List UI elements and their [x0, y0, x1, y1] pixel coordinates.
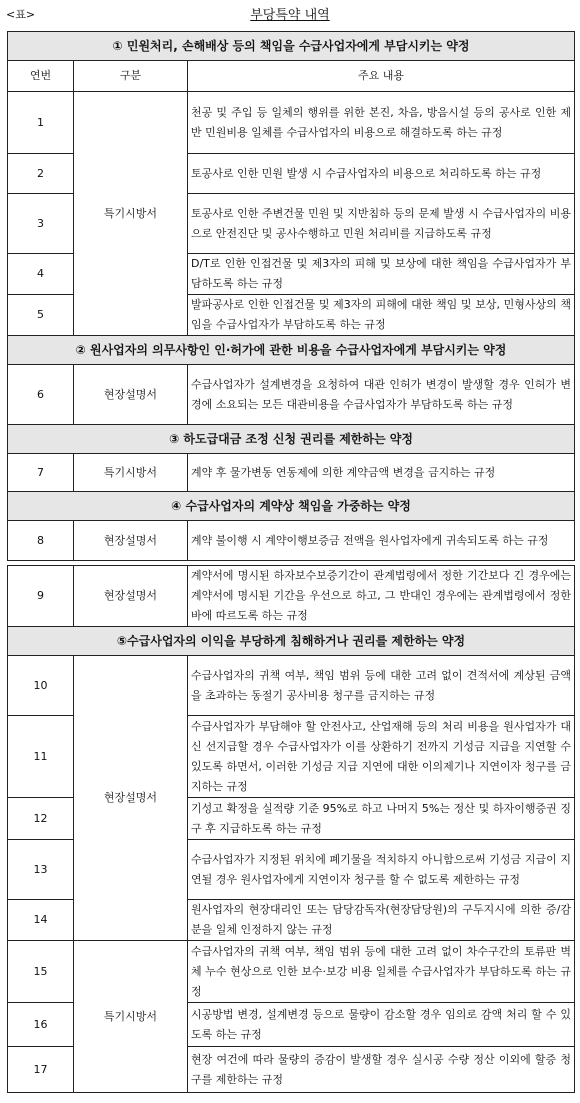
row-content: 발파공사로 인한 인접건물 및 제3자의 피해에 대한 책임 및 보상, 민형사상의 책임을 수급사업자가 부담하도록 하는 규정 [188, 295, 575, 336]
row-number: 14 [8, 900, 74, 941]
section-title: ⑤수급사업자의 이익을 부당하게 침해하거나 권리를 제한하는 약정 [8, 627, 575, 656]
column-header-category: 구분 [74, 61, 188, 92]
row-content: 토공사로 인한 주변건물 민원 및 지반침하 등의 문제 발생 시 수급사업자의 비용으로 안전진단 및 공사수행하고 민원 처리비를 지급하도록 규정 [188, 194, 575, 254]
row-number: 2 [8, 154, 74, 194]
row-content: D/T로 인한 인접건물 및 제3자의 피해 및 보상에 대한 책임을 수급사업자가 부담하도록 하는 규정 [188, 254, 575, 295]
table-row [8, 454, 575, 492]
row-category: 특기시방서 [74, 941, 188, 1093]
row-category: 현장설명서 [74, 656, 188, 941]
table-row [8, 521, 575, 561]
row-content: 수급사업자의 귀책 여부, 책임 범위 등에 대한 고려 없이 견적서에 계상된 금액을 초과하는 동절기 공사비용 청구를 금지하는 규정 [188, 656, 575, 716]
row-content: 토공사로 인한 민원 발생 시 수급사업자의 비용으로 처리하도록 하는 규정 [188, 154, 575, 194]
row-content: 수급사업자가 지정된 위치에 폐기물을 적치하지 아니함으로써 기성금 지급이 지연될 경우 원사업자에게 지연이자 청구를 할 수 없도록 제한하는 규정 [188, 840, 575, 900]
row-category: 특기시방서 [74, 454, 188, 492]
row-category: 현장설명서 [74, 365, 188, 425]
row-category: 특기시방서 [74, 92, 188, 336]
table-row [8, 566, 575, 627]
row-number: 1 [8, 92, 74, 154]
table-row [8, 656, 575, 716]
column-header-row [8, 61, 575, 92]
row-number: 4 [8, 254, 74, 295]
section-header [8, 336, 575, 365]
row-category: 현장설명서 [74, 521, 188, 561]
page-title: 부당특약 내역 [250, 8, 330, 23]
row-number: 5 [8, 295, 74, 336]
table-row [8, 365, 575, 425]
section-title: ① 민원처리, 손해배상 등의 책임을 수급사업자에게 부담시키는 약정 [8, 32, 575, 61]
row-content: 수급사업자가 부담해야 할 안전사고, 산업재해 등의 처리 비용을 원사업자가 대신 선지급할 경우 수급사업자가 이를 상환하기 전까지 기성금 지급을 지연할 수 있도록 하면서, 이러한 기성금 지급 지연에 대한 이의제기나 지연이자 청구를 금지하는 규정 [188, 716, 575, 798]
row-number: 16 [8, 1003, 74, 1047]
section-title: ④ 수급사업자의 계약상 책임을 가중하는 약정 [8, 492, 575, 521]
section-header [8, 32, 575, 61]
row-content: 계약 불이행 시 계약이행보증금 전액을 원사업자에게 귀속되도록 하는 규정 [188, 521, 575, 561]
section-header [8, 425, 575, 454]
table-row [8, 941, 575, 1003]
row-content: 수급사업자가 설계변경을 요청하여 대관 인허가 변경이 발생할 경우 인허가 변경에 소요되는 모든 대관비용을 수급사업자가 부담하도록 하는 규정 [188, 365, 575, 425]
special-terms-table [7, 31, 574, 1093]
section-header [8, 627, 575, 656]
row-category: 현장설명서 [74, 566, 188, 627]
row-content: 천공 및 주입 등 일체의 행위를 위한 본진, 차음, 방음시설 등의 공사로 인한 제반 민원비용 일체를 수급사업자의 비용으로 해결하도록 하는 규정 [188, 92, 575, 154]
section-title: ③ 하도급대금 조정 신청 권리를 제한하는 약정 [8, 425, 575, 454]
column-header-content: 주요 내용 [188, 61, 575, 92]
row-number: 13 [8, 840, 74, 900]
header [0, 0, 580, 30]
section-title: ② 원사업자의 의무사항인 인·허가에 관한 비용을 수급사업자에게 부담시키는 약정 [8, 336, 575, 365]
row-content: 시공방법 변경, 설계변경 등으로 물량이 감소할 경우 임의로 감액 처리 할 수 있도록 하는 규정 [188, 1003, 575, 1047]
section-header [8, 492, 575, 521]
table-row [8, 92, 575, 154]
row-number: 3 [8, 194, 74, 254]
row-number: 10 [8, 656, 74, 716]
row-number: 11 [8, 716, 74, 798]
row-number: 7 [8, 454, 74, 492]
row-number: 15 [8, 941, 74, 1003]
row-content: 원사업자의 현장대리인 또는 담당감독자(현장담당원)의 구두지시에 의한 증/감분을 일체 인정하지 않는 규정 [188, 900, 575, 941]
table-tag: <표> [6, 8, 36, 21]
row-content: 기성고 확정을 실적량 기준 95%로 하고 나머지 5%는 정산 및 하자이행증권 징구 후 지급하도록 하는 규정 [188, 798, 575, 840]
row-number: 17 [8, 1047, 74, 1093]
row-content: 현장 여건에 따라 물량의 증감이 발생할 경우 실시공 수량 정산 이외에 할증 청구를 제한하는 규정 [188, 1047, 575, 1093]
row-content: 수급사업자의 귀책 여부, 책임 범위 등에 대한 고려 없이 차수구간의 토류판 벽체 누수 현상으로 인한 보수·보강 비용 일체를 수급사업자가 부담하도록 하는 규정 [188, 941, 575, 1003]
row-content: 계약서에 명시된 하자보수보증기간이 관계법령에서 정한 기간보다 긴 경우에는 계약서에 명시된 기간을 우선으로 하고, 그 반대인 경우에는 관계법령에서 정한 바에 따르도록 하는 규정 [188, 566, 575, 627]
column-header-no: 연번 [8, 61, 74, 92]
row-content: 계약 후 물가변동 연동제에 의한 계약금액 변경을 금지하는 규정 [188, 454, 575, 492]
row-number: 9 [8, 566, 74, 627]
row-number: 8 [8, 521, 74, 561]
row-number: 6 [8, 365, 74, 425]
row-number: 12 [8, 798, 74, 840]
